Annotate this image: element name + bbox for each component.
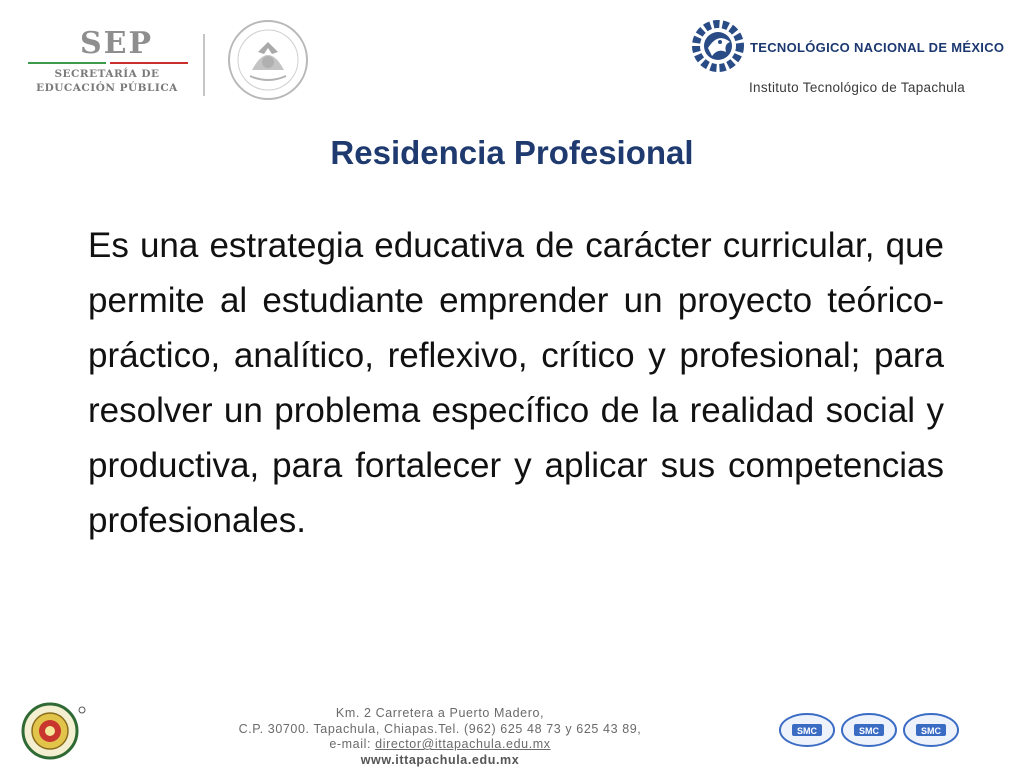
footer-contact: [200, 706, 680, 768]
slide-header: [0, 0, 1024, 115]
sep-subtitle-line2: EDUCACIÓN PÚBLICA: [36, 82, 178, 94]
mexico-coat-of-arms-icon: [222, 18, 314, 102]
sep-subtitle-line1: SECRETARÍA DE: [54, 68, 160, 80]
certification-badge-icon: [778, 712, 836, 748]
sep-red-line: [110, 62, 188, 64]
certification-badge-icon: [902, 712, 960, 748]
footer-address-line1: Km. 2 Carretera a Puerto Madero,: [335, 706, 545, 720]
cert-label-1: SMC: [797, 726, 817, 736]
footer-email-label: e-mail:: [329, 737, 376, 751]
footer-email-line: [200, 737, 680, 753]
header-divider: [203, 34, 205, 96]
sep-logo: [22, 18, 192, 102]
tecnm-logo-icon: [690, 18, 746, 74]
cert-label-3: SMC: [921, 726, 941, 736]
certification-badges: [778, 712, 960, 748]
footer-website[interactable]: www.ittapachula.edu.mx: [360, 752, 520, 767]
cert-label-2: SMC: [859, 726, 879, 736]
tecnm-name: TECNOLÓGICO NACIONAL DE MÉXICO: [750, 40, 1005, 55]
footer-address-line2: C.P. 30700. Tapachula, Chiapas.Tel. (962) 625 48 73 y 625 43 89,: [238, 721, 642, 736]
sep-green-line: [28, 62, 106, 64]
institute-seal-icon: [16, 700, 88, 762]
institute-name: Instituto Tecnológico de Tapachula: [749, 80, 966, 95]
slide-title: Residencia Profesional: [330, 134, 694, 171]
sep-acronym: SEP: [80, 26, 154, 61]
slide-body-paragraph: Es una estrategia educativa de carácter curricular, que permite al estudiante emprender un proyecto teórico-práctico, analítico, reflexivo, crítico y profesional; para resolver un problema específico de la realidad social y productiva, para fortalecer y aplicar sus competencias profesionales.: [88, 226, 944, 540]
certification-badge-icon: [840, 712, 898, 748]
footer-email-link[interactable]: director@ittapachula.edu.mx: [375, 737, 551, 751]
